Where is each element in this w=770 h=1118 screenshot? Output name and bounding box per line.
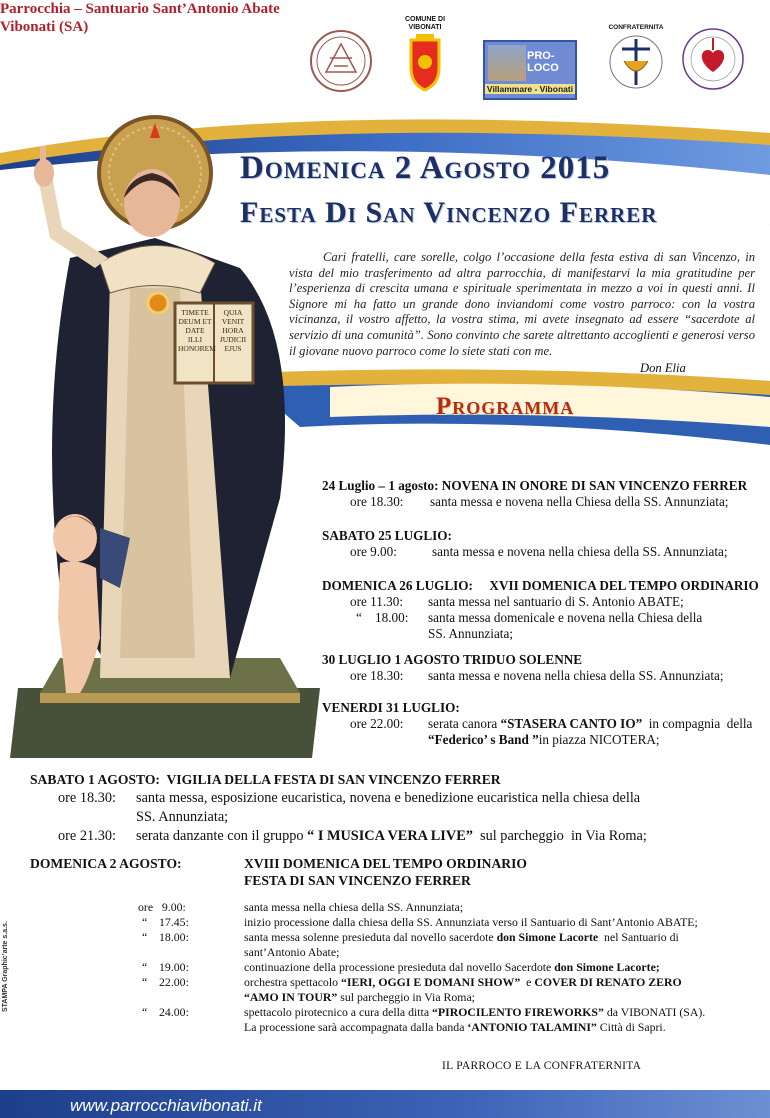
comune-logo: [398, 16, 452, 95]
parish-seal-logo: [308, 28, 374, 94]
proloco-tower-image: [488, 45, 526, 81]
schedule-block-domenica-26: [322, 578, 762, 642]
schedule-desc: santa messa nel santuario di S. Antonio ABATE;: [428, 593, 684, 609]
comune-shield-icon: [408, 34, 442, 92]
pastor-signature: Don Elia: [640, 361, 686, 375]
schedule-time: “ 19.00:: [142, 960, 189, 974]
schedule-time: “ 18.00:: [356, 609, 409, 625]
schedule-desc: SS. Annunziata;: [428, 625, 513, 641]
schedule-heading: XVIII DOMENICA DEL TEMPO ORDINARIO: [244, 856, 527, 871]
schedule-desc: serata danzante con il gruppo “ I MUSICA VERA LIVE” sul parcheggio in Via Roma;: [136, 828, 647, 844]
website-link[interactable]: www.parrocchiavibonati.it: [70, 1096, 262, 1115]
schedule-time: ore 9.00:: [350, 543, 397, 559]
schedule-block-domenica-2-head: [30, 856, 750, 890]
schedule-desc: santa messa, esposizione eucaristica, novena e benedizione eucaristica nella chiesa della: [136, 790, 641, 806]
schedule-time: “ 17.45:: [142, 915, 189, 929]
schedule-heading: DOMENICA 26 LUGLIO: XVII DOMENICA DEL TEMPO ORDINARIO: [322, 578, 759, 593]
parish-name: Parrocchia – Santuario Sant’Antonio Abate: [0, 1, 280, 17]
schedule-desc: spettacolo pirotecnico a cura della ditta “PIROCILENTO FIREWORKS” da VIBONATI (SA).: [244, 1005, 706, 1019]
comune-label: COMUNE DI: [404, 16, 446, 23]
schedule-block-triduo: [322, 652, 762, 684]
confraternita-cross-icon: [608, 31, 664, 93]
schedule-time: ore 18.30:: [58, 790, 116, 806]
book-right-page: QUIA VENIT HORA JUDICII EJUS: [219, 308, 247, 353]
schedule-desc: SS. Annunziata;: [136, 809, 229, 825]
confraternita-label: CONFRATERNITA: [608, 24, 664, 31]
schedule-time: ore 18.30:: [350, 493, 404, 509]
schedule-heading: DOMENICA 2 AGOSTO:: [30, 856, 182, 871]
schedule-time: “ 18.00:: [142, 930, 189, 944]
organizers-signature: IL PARROCO E LA CONFRATERNITA: [442, 1060, 642, 1072]
schedule-block-sabato-1: [30, 770, 750, 846]
schedule-time: “ 22.00:: [142, 975, 189, 989]
schedule-block-sabato-25: [322, 528, 762, 560]
schedule-desc: santa messa e novena nella chiesa della SS. Annunziata;: [428, 667, 724, 683]
schedule-block-novena: [322, 478, 762, 510]
schedule-time: ore 21.30:: [58, 828, 116, 844]
schedule-desc: sant’Antonio Abate;: [244, 945, 340, 959]
schedule-heading: 30 LUGLIO 1 AGOSTO TRIDUO SOLENNE: [322, 652, 583, 667]
schedule-desc: orchestra spettacolo “IERI, OGGI E DOMANI SHOW” e COVER DI RENATO ZERO: [244, 975, 682, 989]
pastor-letter-text: Cari fratelli, care sorelle, colgo l’occasione della festa estiva di san Vincenzo, in vista del mio trasferimento ad altra parrocchia, di manifestarvi la mia gratitudine per l’esperienza di crescita umana e spirituale sperimentata in mezzo a voi in questi anni. Il Signore mi ha fatto un grande dono inviandomi come vostro parroco: con la vostra vicinanza, il vostro affetto, la vostra stima, mi avete insegnato ad essere “sacerdote al servizio di una comunità”. Sono convinto che sarete altrettanto accoglienti e generosi verso il giovane nuovo parroco come lo siete stati con me.: [289, 250, 755, 358]
schedule-heading: SABATO 1 AGOSTO: VIGILIA DELLA FESTA DI SAN VINCENZO FERRER: [30, 772, 501, 787]
schedule-desc: santa messa solenne presieduta dal novello sacerdote don Simone Lacorte nel Santuario di: [244, 930, 679, 944]
printer-credit: [2, 922, 16, 1012]
schedule-desc: La processione sarà accompagnata dalla banda ‘ANTONIO TALAMINI” Città di Sapri.: [244, 1020, 666, 1034]
schedule-time: ore 11.30:: [350, 593, 403, 609]
schedule-time: ore 9.00:: [138, 900, 186, 914]
programma-heading: Programma: [436, 393, 575, 420]
schedule-time: ore 22.00:: [350, 715, 404, 731]
pastor-letter: [289, 250, 755, 359]
schedule-desc: santa messa e novena nella chiesa della SS. Annunziata;: [432, 543, 728, 559]
schedule-heading: VENERDI 31 LUGLIO:: [322, 700, 460, 715]
schedule-desc: serata canora “STASERA CANTO IO” in compagnia della: [428, 715, 753, 731]
proloco-logo: [483, 40, 577, 100]
printer-credit-text: STAMPA Graphic’arte s.a.s.: [2, 921, 9, 1012]
schedule-desc: santa messa e novena nella Chiesa della SS. Annunziata;: [430, 493, 729, 509]
schedule-heading: SABATO 25 LUGLIO:: [322, 528, 452, 543]
schedule-block-domenica-2: [138, 900, 764, 1035]
schedule-time: “ 24.00:: [142, 1005, 189, 1019]
sacred-heart-logo: [680, 26, 746, 92]
schedule-desc: santa messa nella chiesa della SS. Annunziata;: [244, 900, 464, 914]
event-name-title: Festa Di San Vincenzo Ferrer: [240, 196, 658, 229]
schedule-block-venerdi-31: [322, 700, 762, 748]
event-date-title: Domenica 2 Agosto 2015: [240, 150, 611, 186]
proloco-subtitle: Villammare - Vibonati: [486, 84, 574, 94]
schedule-desc: santa messa domenicale e novena nella Chiesa della: [428, 609, 703, 625]
book-left-page: TIMETE DEUM ET DATE ILLI HONOREM: [178, 308, 216, 353]
schedule-desc: “AMO IN TOUR” sul parcheggio in Via Roma;: [244, 990, 475, 1004]
schedule-heading: FESTA DI SAN VINCENZO FERRER: [244, 873, 471, 888]
schedule-desc: continuazione della processione presieduta dal novello Sacerdote don Simone Lacorte;: [244, 960, 660, 974]
schedule-time: ore 18.30:: [350, 667, 404, 683]
schedule-desc: “Federico’ s Band ”in piazza NICOTERA;: [428, 731, 660, 747]
proloco-title: PRO-LOCO: [527, 50, 559, 74]
schedule-desc: inizio processione dalla chiesa della SS. Annunziata verso il Santuario di Sant’Antonio ABATE;: [244, 915, 698, 929]
comune-name: VIBONATI: [408, 24, 442, 31]
parish-town: Vibonati (SA): [0, 19, 89, 35]
schedule-heading: 24 Luglio – 1 agosto: NOVENA IN ONORE DI SAN VINCENZO FERRER: [322, 478, 748, 493]
confraternita-logo: [604, 24, 668, 98]
